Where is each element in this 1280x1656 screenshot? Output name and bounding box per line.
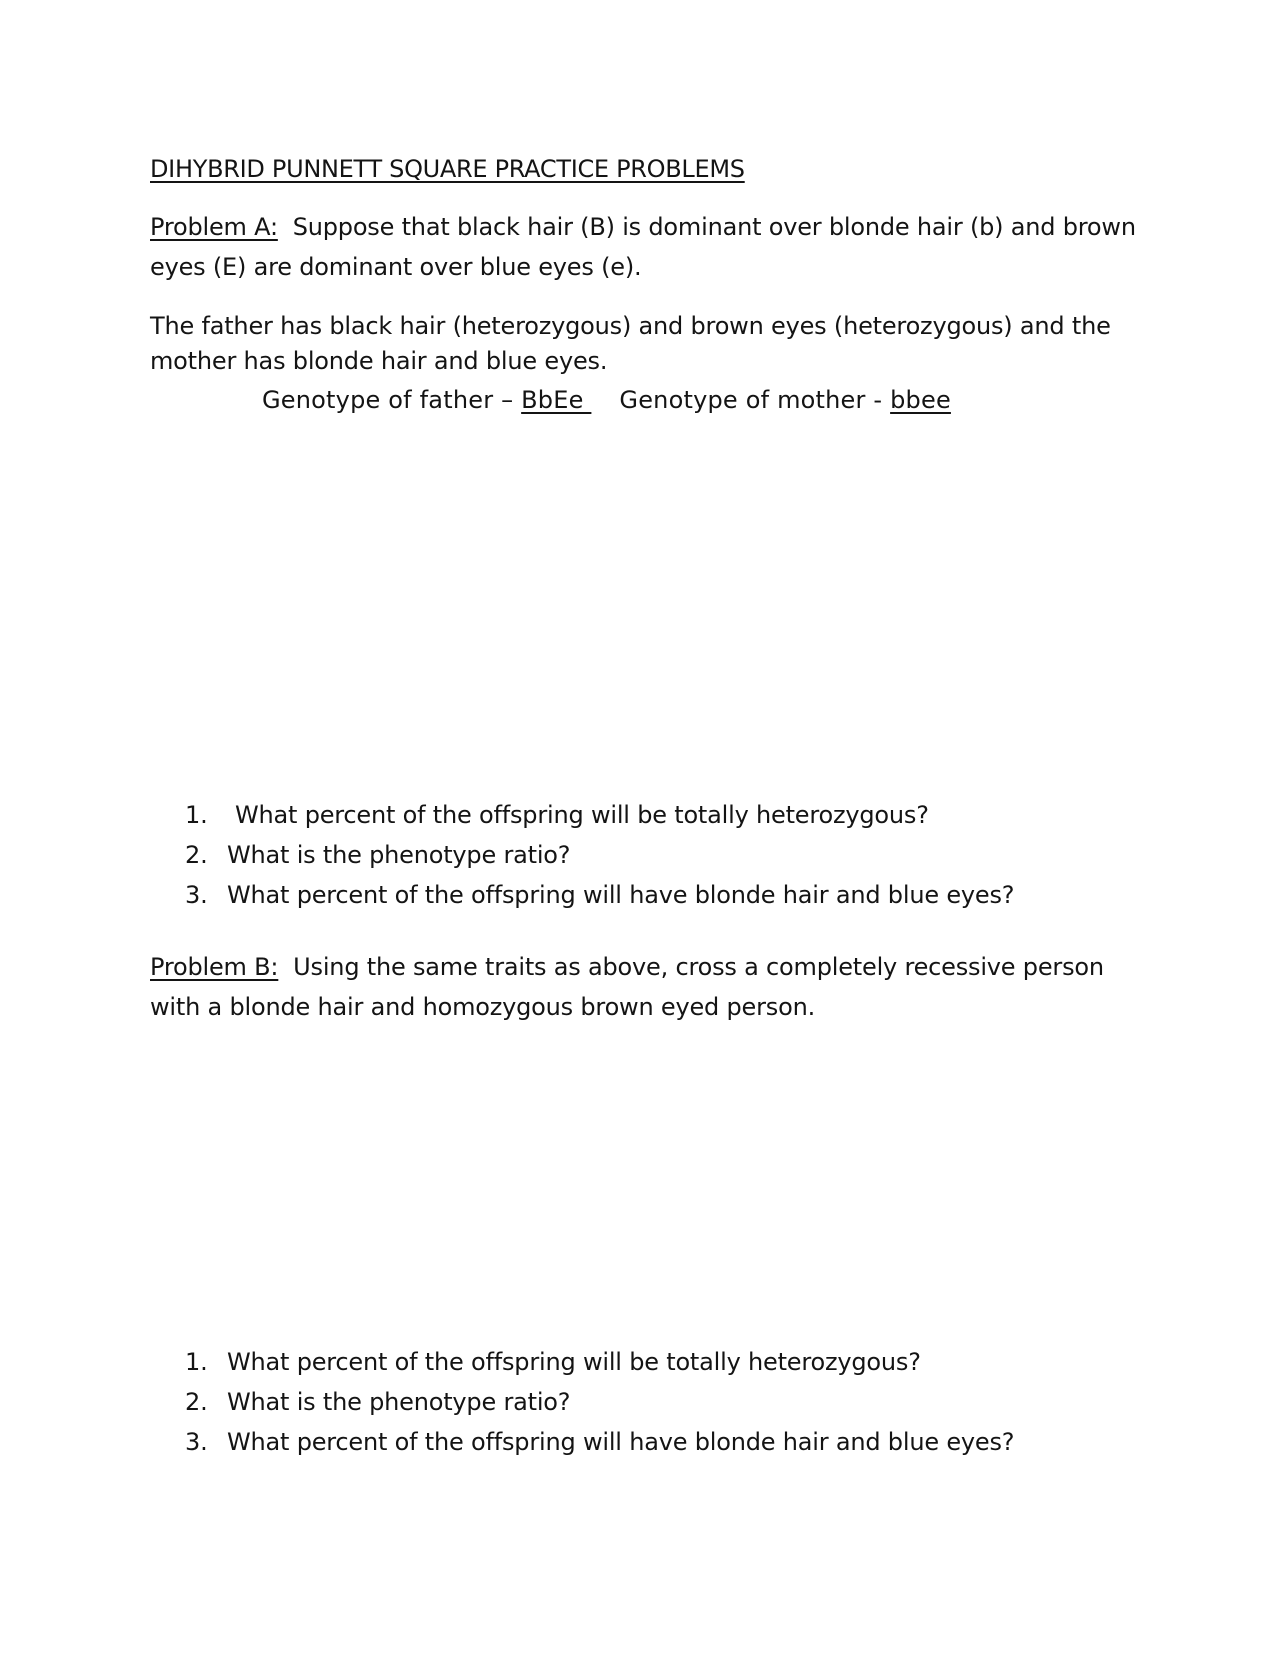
father-genotype-value: BbEe bbox=[521, 386, 592, 414]
question-text: What percent of the offspring will have blonde hair and blue eyes? bbox=[227, 1428, 1015, 1456]
question-number: 3. bbox=[185, 881, 208, 909]
problem-b-label: Problem B: bbox=[150, 953, 279, 981]
question-text: What percent of the offspring will have blonde hair and blue eyes? bbox=[227, 881, 1015, 909]
question-text: What percent of the offspring will be totally heterozygous? bbox=[227, 1348, 921, 1376]
mother-genotype-value: bbee bbox=[890, 386, 951, 414]
page-title: DIHYBRID PUNNETT SQUARE PRACTICE PROBLEMS bbox=[150, 155, 745, 183]
problem-b-question-1 bbox=[185, 1347, 921, 1377]
question-text: What is the phenotype ratio? bbox=[227, 1388, 571, 1416]
problem-a-text-1: Suppose that black hair (B) is dominant over blonde hair (b) and brown bbox=[277, 213, 1136, 241]
problem-a-line-1 bbox=[150, 212, 1136, 242]
problem-b-question-3 bbox=[185, 1427, 1014, 1457]
question-text: What is the phenotype ratio? bbox=[227, 841, 571, 869]
question-number: 2. bbox=[185, 841, 208, 869]
problem-a-question-2 bbox=[185, 840, 570, 870]
problem-a-line-2: eyes (E) are dominant over blue eyes (e). bbox=[150, 253, 642, 281]
question-number: 1. bbox=[185, 801, 208, 829]
problem-a-label: Problem A: bbox=[150, 213, 278, 241]
problem-a-question-1 bbox=[185, 800, 929, 830]
father-genotype-label: Genotype of father – bbox=[262, 386, 522, 414]
question-text: What percent of the offspring will be totally heterozygous? bbox=[235, 801, 929, 829]
mother-genotype-label: Genotype of mother - bbox=[619, 386, 891, 414]
problem-a-paragraph-2-line-1: The father has black hair (heterozygous) and brown eyes (heterozygous) and the bbox=[150, 312, 1111, 340]
question-number: 1. bbox=[185, 1348, 208, 1376]
problem-a-question-3 bbox=[185, 880, 1014, 910]
question-number: 3. bbox=[185, 1428, 208, 1456]
problem-a-paragraph-2-line-2: mother has blonde hair and blue eyes. bbox=[150, 347, 608, 375]
problem-b-question-2 bbox=[185, 1387, 570, 1417]
problem-b-line-2: with a blonde hair and homozygous brown eyed person. bbox=[150, 993, 816, 1021]
problem-b-text-1: Using the same traits as above, cross a completely recessive person bbox=[278, 953, 1104, 981]
problem-b-line-1 bbox=[150, 952, 1104, 982]
question-number: 2. bbox=[185, 1388, 208, 1416]
genotype-line bbox=[262, 385, 951, 415]
